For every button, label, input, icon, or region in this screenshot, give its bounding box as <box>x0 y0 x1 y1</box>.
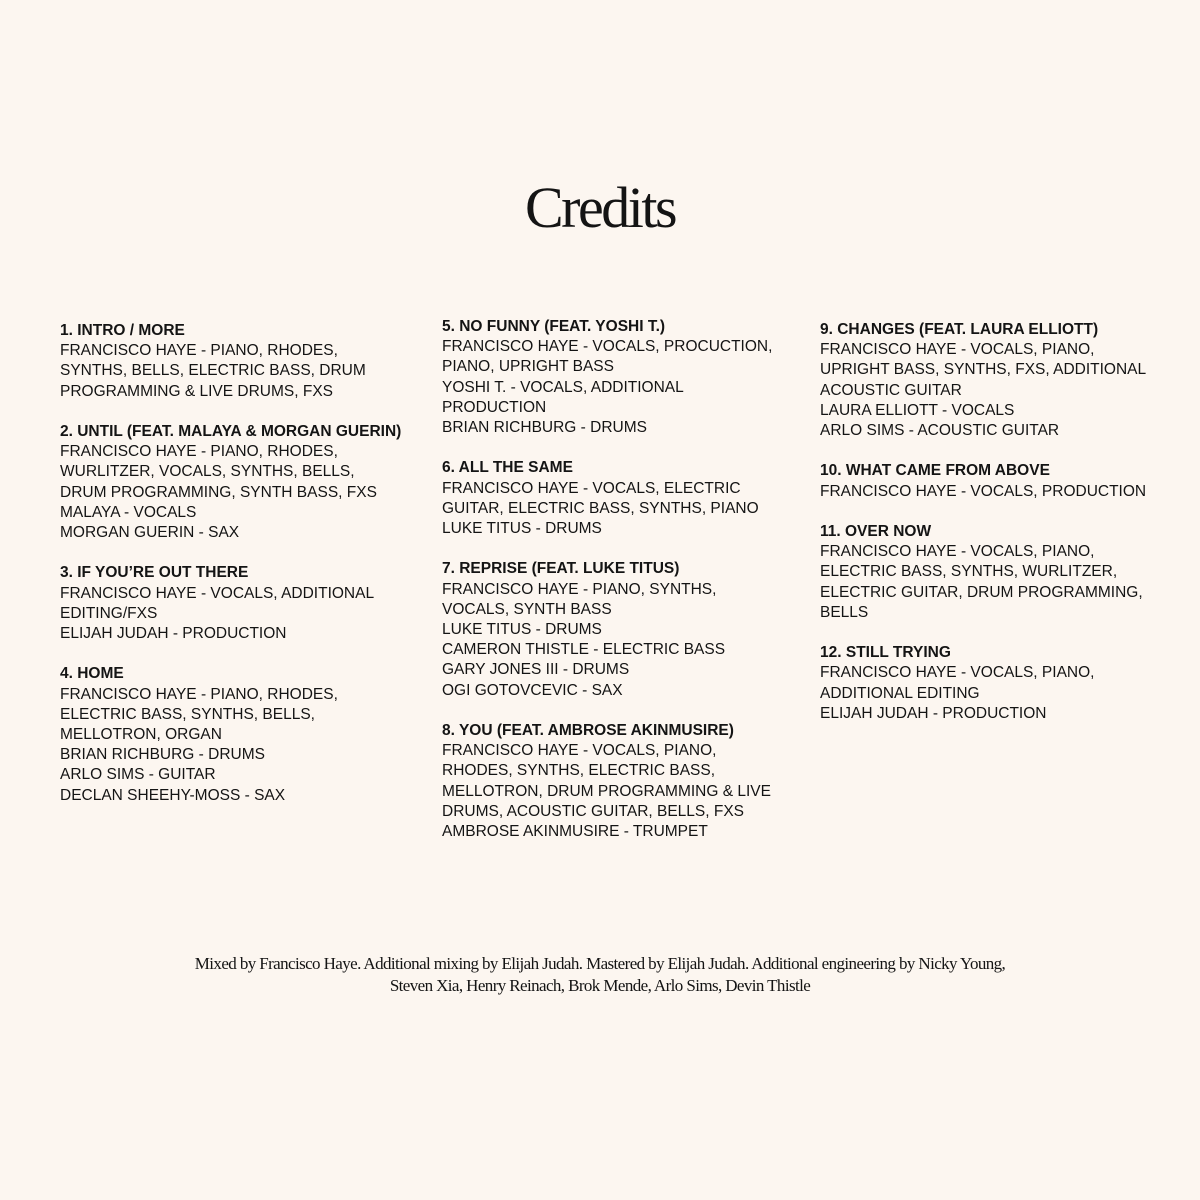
track-title: 4. HOME <box>60 665 124 683</box>
credit-line: FRANCISCO HAYE - VOCALS, PIANO, <box>820 664 1095 682</box>
credit-line: GUITAR, ELECTRIC BASS, SYNTHS, PIANO <box>442 499 759 517</box>
credit-line: FRANCISCO HAYE - VOCALS, PIANO, <box>820 543 1095 561</box>
credit-line: FRANCISCO HAYE - VOCALS, PROCUCTION, <box>442 338 773 356</box>
credit-line: ELIJAH JUDAH - PRODUCTION <box>60 625 287 643</box>
track-title: 6. ALL THE SAME <box>442 459 573 477</box>
track-credit-block <box>442 721 802 842</box>
credit-line: LUKE TITUS - DRUMS <box>442 621 602 639</box>
track-title: 10. WHAT CAME FROM ABOVE <box>820 462 1050 480</box>
credit-line: MELLOTRON, ORGAN <box>60 726 222 744</box>
track-title: 12. STILL TRYING <box>820 644 951 662</box>
credit-line: SYNTHS, BELLS, ELECTRIC BASS, DRUM <box>60 362 366 380</box>
track-title: 5. NO FUNNY (FEAT. YOSHI T.) <box>442 318 666 335</box>
track-title: 1. INTRO / MORE <box>60 322 185 339</box>
credit-line: BRIAN RICHBURG - DRUMS <box>442 419 647 437</box>
credit-line: ARLO SIMS - GUITAR <box>60 766 216 784</box>
credit-line: DECLAN SHEEHY-MOSS - SAX <box>60 786 286 804</box>
credits-column-3 <box>820 320 1180 744</box>
credit-line: YOSHI T. - VOCALS, ADDITIONAL <box>442 378 684 396</box>
credit-line: FRANCISCO HAYE - VOCALS, PIANO, <box>820 341 1095 359</box>
credit-line: UPRIGHT BASS, SYNTHS, FXS, ADDITIONAL <box>820 361 1147 379</box>
track-credit-block <box>442 317 802 438</box>
track-credit-block <box>820 643 1180 724</box>
credit-line: DRUM PROGRAMMING, SYNTH BASS, FXS <box>60 483 377 501</box>
track-credit-block <box>442 559 802 700</box>
credit-line: MORGAN GUERIN - SAX <box>60 524 240 542</box>
engineering-credits-line: Mixed by Francisco Haye. Additional mixing by Elijah Judah. Mastered by Elijah Judah. Additional engineering by Nicky Young, <box>194 954 1006 973</box>
credit-line: FRANCISCO HAYE - PIANO, SYNTHS, <box>442 580 717 598</box>
credit-line: ARLO SIMS - ACOUSTIC GUITAR <box>820 422 1060 440</box>
credit-line: DRUMS, ACOUSTIC GUITAR, BELLS, FXS <box>442 802 745 820</box>
credit-line: LUKE TITUS - DRUMS <box>442 520 602 538</box>
credit-line: MALAYA - VOCALS <box>60 503 197 521</box>
credit-line: ADDITIONAL EDITING <box>820 684 980 702</box>
credit-line: FRANCISCO HAYE - VOCALS, PIANO, <box>442 742 717 760</box>
credit-line: ELIJAH JUDAH - PRODUCTION <box>820 704 1047 722</box>
track-credit-block <box>60 664 420 805</box>
credit-line: OGI GOTOVCEVIC - SAX <box>442 681 623 699</box>
credit-line: RHODES, SYNTHS, ELECTRIC BASS, <box>442 762 716 780</box>
track-credit-block <box>820 320 1180 441</box>
credit-line: MELLOTRON, DRUM PROGRAMMING & LIVE <box>442 782 771 800</box>
track-title: 11. OVER NOW <box>820 523 932 540</box>
track-title: 7. REPRISE (FEAT. LUKE TITUS) <box>442 560 680 578</box>
track-title: 9. CHANGES (FEAT. LAURA ELLIOTT) <box>820 321 1099 338</box>
credits-column-1 <box>60 321 420 826</box>
credit-line: EDITING/FXS <box>60 604 158 622</box>
track-credit-block <box>60 563 420 644</box>
credit-line: FRANCISCO HAYE - VOCALS, ADDITIONAL <box>60 584 375 602</box>
credit-line: BRIAN RICHBURG - DRUMS <box>60 746 265 764</box>
track-title: 3. IF YOU’RE OUT THERE <box>60 564 249 582</box>
credit-line: ELECTRIC GUITAR, DRUM PROGRAMMING, <box>820 583 1143 601</box>
track-title: 8. YOU (FEAT. AMBROSE AKINMUSIRE) <box>442 722 734 740</box>
page-title: Credits <box>524 175 676 240</box>
credit-line: GARY JONES III - DRUMS <box>442 661 630 679</box>
credit-line: ELECTRIC BASS, SYNTHS, WURLITZER, <box>820 563 1118 581</box>
credit-line: FRANCISCO HAYE - PIANO, RHODES, <box>60 443 338 461</box>
track-credit-block <box>820 461 1180 501</box>
credit-line: CAMERON THISTLE - ELECTRIC BASS <box>442 641 726 659</box>
credit-line: PROGRAMMING & LIVE DRUMS, FXS <box>60 382 334 400</box>
credit-line: PRODUCTION <box>442 398 547 416</box>
track-title: 2. UNTIL (FEAT. MALAYA & MORGAN GUERIN) <box>60 423 402 440</box>
credit-line: LAURA ELLIOTT - VOCALS <box>820 401 1015 419</box>
engineering-credits-line: Steven Xia, Henry Reinach, Brok Mende, Arlo Sims, Devin Thistle <box>389 976 811 995</box>
engineering-credits <box>100 953 1100 997</box>
credit-line: AMBROSE AKINMUSIRE - TRUMPET <box>442 823 708 841</box>
credit-line: VOCALS, SYNTH BASS <box>442 600 612 618</box>
credit-line: BELLS <box>820 603 869 621</box>
credit-line: FRANCISCO HAYE - PIANO, RHODES, <box>60 685 338 703</box>
credit-line: FRANCISCO HAYE - VOCALS, ELECTRIC <box>442 479 741 497</box>
credit-line: PIANO, UPRIGHT BASS <box>442 358 614 376</box>
credit-line: FRANCISCO HAYE - PIANO, RHODES, <box>60 342 338 360</box>
track-credit-block <box>442 458 802 539</box>
credits-column-2 <box>442 317 802 862</box>
credit-line: ELECTRIC BASS, SYNTHS, BELLS, <box>60 705 315 723</box>
track-credit-block <box>60 321 420 402</box>
credit-line: ACOUSTIC GUITAR <box>820 381 962 399</box>
credit-line: WURLITZER, VOCALS, SYNTHS, BELLS, <box>60 463 355 481</box>
track-credit-block <box>60 422 420 543</box>
credit-line: FRANCISCO HAYE - VOCALS, PRODUCTION <box>820 482 1147 500</box>
track-credit-block <box>820 522 1180 623</box>
